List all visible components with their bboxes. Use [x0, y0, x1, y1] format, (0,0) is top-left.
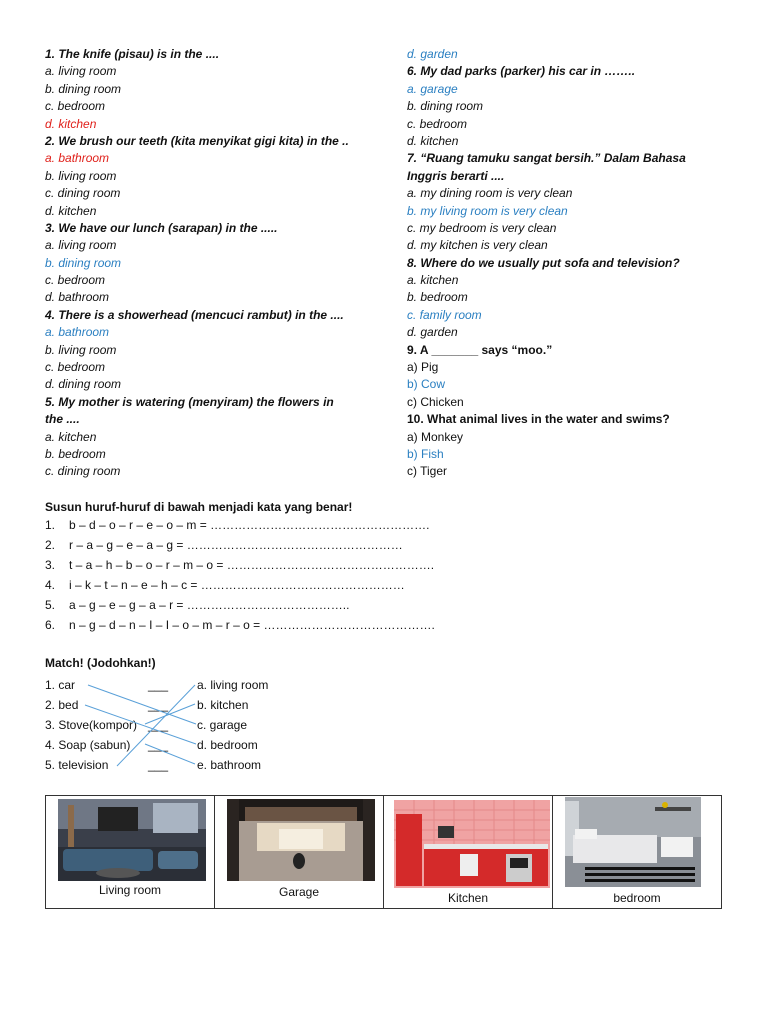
question-text: 3. We have our lunch (sarapan) in the ..... [45, 220, 278, 235]
answer-option: d. garden [407, 47, 458, 61]
match-right-item: b. kitchen [197, 698, 249, 712]
scramble-text: i – k – t – n – e – h – c = …………………………………………… [69, 578, 405, 592]
scramble-number: 4. [45, 578, 56, 592]
answer-option: c. family room [407, 307, 482, 322]
answer-option: d. dining room [45, 377, 122, 392]
scramble-item [45, 595, 435, 615]
answer-option: d. kitchen [45, 116, 97, 131]
question-text: 8. Where do we usually put sofa and television? [407, 255, 680, 270]
answer-option: a. bathroom [45, 325, 110, 340]
answer-option: b) Fish [407, 446, 444, 461]
match-right-item: c. garage [197, 718, 248, 732]
match-right-item: a. living room [197, 678, 269, 692]
answer-option: b) Cow [407, 377, 446, 392]
answer-option: c. bedroom [45, 360, 106, 375]
answer-option: c. bedroom [45, 273, 106, 288]
match-connector-lines [45, 675, 245, 775]
scramble-title: Susun huruf-huruf di bawah menjadi kata yang benar! [45, 500, 353, 514]
scramble-text: n – g – d – n – I – I – o – m – r – o = ……………………………………. [69, 618, 435, 632]
question-text: 2. We brush our teeth (kita menyikat gigi kita) in the .. [45, 133, 349, 148]
match-right-item: e. bathroom [197, 758, 262, 772]
scramble-number: 2. [45, 538, 56, 552]
answer-option: c) Chicken [407, 394, 464, 409]
answer-option: b. my living room is very clean [407, 203, 568, 218]
answer-option: c. my bedroom is very clean [407, 220, 557, 235]
scramble-item [45, 555, 435, 575]
answer-option: d. my kitchen is very clean [407, 238, 548, 253]
garage-photo [227, 799, 375, 881]
scramble-number: 3. [45, 558, 56, 572]
match-right-item: d. bedroom [197, 738, 258, 752]
match-left-item: 3. Stove(kompor) [45, 718, 138, 732]
question-text: 10. What animal lives in the water and swims? [407, 412, 670, 427]
scramble-number: 5. [45, 598, 56, 612]
living-room-photo [58, 799, 206, 881]
picture-cell-garage [215, 796, 384, 908]
question-text: 5. My mother is watering (menyiram) the flowers in [45, 394, 334, 409]
match-left-item: 2. bed [45, 698, 79, 712]
kitchen-illustration [394, 800, 550, 888]
right-column [407, 46, 727, 481]
answer-option: d. garden [407, 325, 458, 340]
scramble-text: b – d – o – r – e – o – m = ………………………………………………. [69, 518, 430, 532]
picture-cell-living-room [46, 796, 215, 908]
answer-option: b. dining room [45, 81, 122, 96]
picture-caption: Kitchen [447, 891, 489, 905]
answer-option: a) Monkey [407, 429, 464, 444]
match-line [88, 685, 196, 724]
answer-option: a. garage [407, 81, 458, 96]
question-text: 7. “Ruang tamuku sangat bersih.” Dalam Bahasa [407, 151, 686, 166]
scramble-text: t – a – h – b – o – r – m – o = ……………………………………………. [69, 558, 435, 572]
picture-cell-kitchen [384, 796, 553, 908]
answer-option: d. kitchen [407, 133, 459, 148]
match-line [145, 744, 195, 764]
picture-table [45, 795, 722, 909]
answer-option: b. living room [45, 168, 117, 183]
scramble-list [45, 515, 435, 635]
question-text: 6. My dad parks (parker) his car in …….. [407, 64, 636, 79]
match-left-item: 5. television [45, 758, 109, 772]
answer-option: a. kitchen [407, 273, 459, 288]
match-title: Match! (Jodohkan!) [45, 656, 156, 670]
answer-option: a. kitchen [45, 429, 97, 444]
question-text: Inggris berarti .... [407, 168, 505, 183]
match-left-item: 4. Soap (sabun) [45, 738, 131, 752]
picture-cell-bedroom [553, 796, 721, 908]
answer-option: c. bedroom [407, 116, 468, 131]
match-blank[interactable]: ___ [148, 738, 169, 752]
scramble-item [45, 575, 435, 595]
answer-option: a. bathroom [45, 151, 110, 166]
answer-option: b. dining room [45, 255, 122, 270]
question-text: 1. The knife (pisau) is in the .... [45, 47, 220, 61]
match-blank[interactable]: ___ [148, 678, 169, 692]
match-line [85, 705, 196, 744]
picture-caption: bedroom [613, 891, 661, 905]
scramble-number: 6. [45, 618, 56, 632]
scramble-item [45, 535, 435, 555]
match-line [117, 685, 195, 766]
answer-option: a. my dining room is very clean [407, 186, 573, 201]
answer-option: c. bedroom [45, 99, 106, 114]
answer-option: c) Tiger [407, 464, 448, 479]
answer-option: b. dining room [407, 99, 484, 114]
match-left-item: 1. car [45, 678, 76, 692]
picture-caption: Garage [278, 885, 320, 899]
answer-option: b. living room [45, 342, 117, 357]
match-blank[interactable]: ___ [148, 758, 169, 772]
answer-option: a. living room [45, 64, 117, 79]
answer-option: b. bedroom [45, 446, 106, 461]
scramble-text: a – g – e – g – a – r = ………………………………….. [69, 598, 350, 612]
left-column [45, 46, 385, 481]
scramble-item [45, 515, 435, 535]
question-text: the .... [45, 412, 80, 427]
question-text: 4. There is a showerhead (mencuci rambut) in the .... [45, 307, 344, 322]
match-blank[interactable]: ___ [148, 718, 169, 732]
scramble-number: 1. [45, 518, 56, 532]
answer-option: c. dining room [45, 464, 121, 479]
answer-option: a. living room [45, 238, 117, 253]
answer-option: c. dining room [45, 186, 121, 201]
answer-option: d. kitchen [45, 203, 97, 218]
picture-caption: Living room [98, 883, 162, 897]
answer-option: b. bedroom [407, 290, 468, 305]
answer-option: a) Pig [407, 360, 439, 375]
scramble-text: r – a – g – e – a – g = ……………………………………………… [69, 538, 403, 552]
answer-option: d. bathroom [45, 290, 110, 305]
scramble-item [45, 615, 435, 635]
bedroom-photo [565, 797, 701, 887]
match-blank[interactable]: ___ [148, 698, 169, 712]
question-text: 9. A _______ says “moo.” [407, 342, 553, 357]
